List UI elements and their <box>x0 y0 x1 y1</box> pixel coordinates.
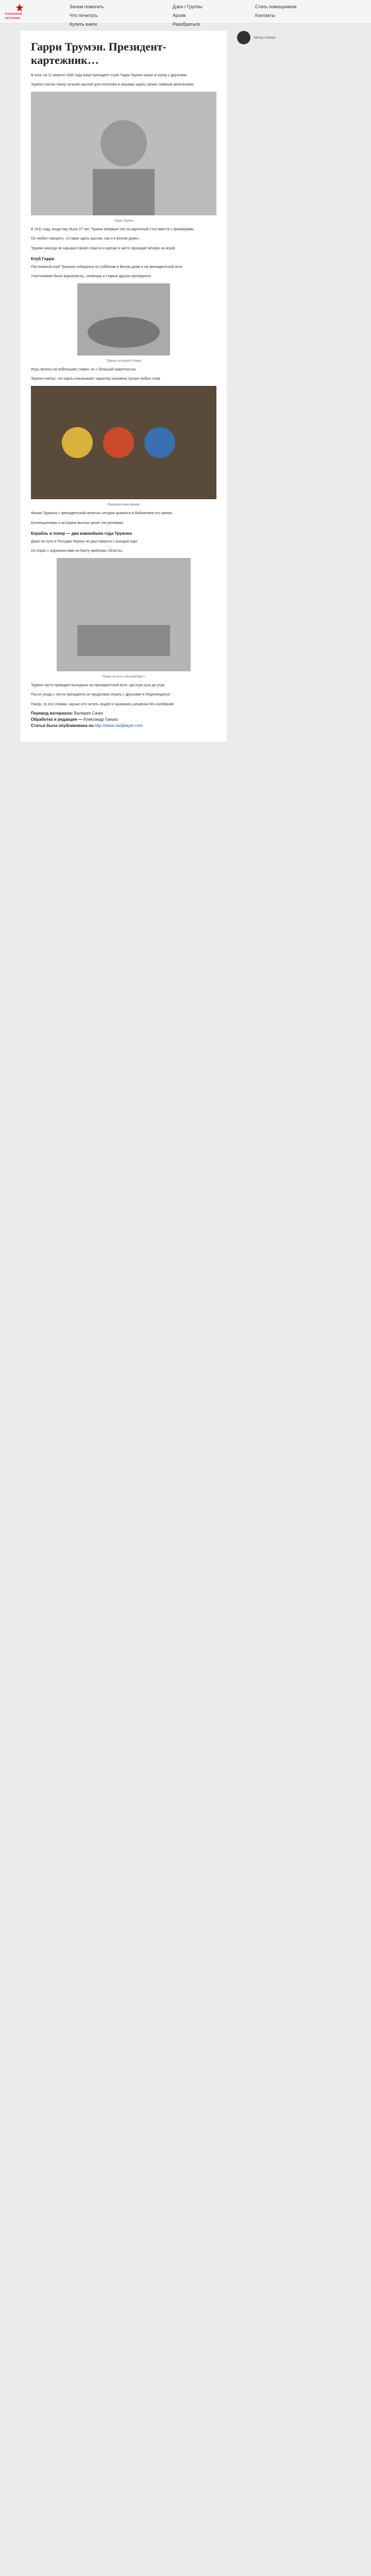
credit-label: Обработка и редакция — <box>31 717 82 722</box>
paragraph: Покер, по его словам, научил его читать людей и принимать решения без колебаний. <box>31 702 175 706</box>
credit-edit <box>31 717 216 722</box>
author-block[interactable] <box>237 31 345 44</box>
photo-poker-game <box>77 283 170 355</box>
main-nav <box>70 3 327 28</box>
paragraph: Трумэн считал, что карты показывают характер человека лучше любых слов. <box>31 377 161 381</box>
figure-caption: Президентские фишки <box>107 503 140 507</box>
credit-value: Александр Ганько <box>83 717 118 722</box>
article-title: Гарри Трумэн. Президент-картежник… <box>31 40 166 67</box>
nav-item[interactable]: Что почитать <box>70 13 98 18</box>
figure-caption: Гарри Трумэн <box>114 219 133 223</box>
paragraph: Он играл с журналистами на борту крейсера «Огаста». <box>31 549 124 553</box>
paragraph: Участниками были журналисты, сенаторы и старые друзья президента. <box>31 274 152 278</box>
paragraph: Трумэн считал покер лучшей школой для политика и называл карты своим главным увлечением. <box>31 82 195 87</box>
site-logo[interactable] <box>5 3 33 20</box>
photo-truman <box>31 92 216 215</box>
top-bar <box>0 0 371 27</box>
nav-item[interactable]: Зачем помогать <box>70 4 104 9</box>
nav-item[interactable]: Дзен / Группы <box>173 4 203 9</box>
section-heading: Корабль и покер — два важнейших года Трумэна <box>31 531 132 536</box>
sidebar <box>237 31 345 44</box>
figure-caption: Трумэн за игрой в покер <box>106 360 141 363</box>
star-icon <box>15 3 24 12</box>
nav-item[interactable]: Разобраться <box>173 22 200 27</box>
author-name: Автор статьи <box>254 36 276 40</box>
logo-text: Ключевой источник <box>5 12 22 20</box>
figure-caption: Покер на яхте «Уильямсбург» <box>102 675 145 679</box>
paragraph: Игры велись на небольшие ставки, но с большой азартностью. <box>31 368 137 372</box>
paragraph: После ухода с поста президента он продолжал играть с друзьями в Индепенденсе. <box>31 693 171 697</box>
paragraph: В 1911 году, когда ему было 27 лет, Трумэн впервые сел за карточный стол вместе с фермерами. <box>31 228 195 232</box>
credit-label: Статья была опубликована на <box>31 723 94 728</box>
paragraph: Фишки Трумэна с президентской печатью сегодня хранятся в библиотеке его имени. <box>31 512 173 516</box>
nav-item[interactable]: Купить книги <box>70 22 97 27</box>
credit-source <box>31 723 216 728</box>
photo-poker-chips <box>31 386 216 499</box>
article <box>21 31 227 742</box>
paragraph: Коллекционеры и историки высоко ценят эти реликвии. <box>31 521 124 525</box>
nav-item[interactable]: Контакты <box>255 13 275 18</box>
credit-label: Перевод материала: <box>31 710 73 716</box>
paragraph: Он любил говорить: «Ставки здесь высоки, как и в Белом доме». <box>31 237 140 241</box>
paragraph: Даже на пути в Потсдам Трумэн не расставался с колодой карт. <box>31 539 138 544</box>
credit-value: Валерия Сачко <box>74 710 104 716</box>
photo-yacht-poker <box>57 558 191 671</box>
section-heading: Клуб Гарри <box>31 256 55 261</box>
paragraph: Трумэн никогда не скрывал своей страсти к картам и часто проводил вечера за игрой. <box>31 246 176 250</box>
paragraph: Трумэн часто проводил выходные на президентской яхте, где игра шла до утра. <box>31 684 166 688</box>
avatar <box>237 31 250 44</box>
credit-translation <box>31 711 216 716</box>
source-link[interactable]: http://www.cardplayer.com <box>94 723 143 728</box>
nav-item[interactable]: Архив <box>173 13 186 18</box>
paragraph: Постоянный клуб Трумэна собирался по субботам в Белом доме и на президентской яхте. <box>31 265 183 269</box>
paragraph: В ночь на 12 апреля 1945 года вице-президент США Гарри Трумэн играл в покер с друзьями. <box>31 73 188 77</box>
nav-item[interactable]: Стать помощником <box>255 4 297 9</box>
